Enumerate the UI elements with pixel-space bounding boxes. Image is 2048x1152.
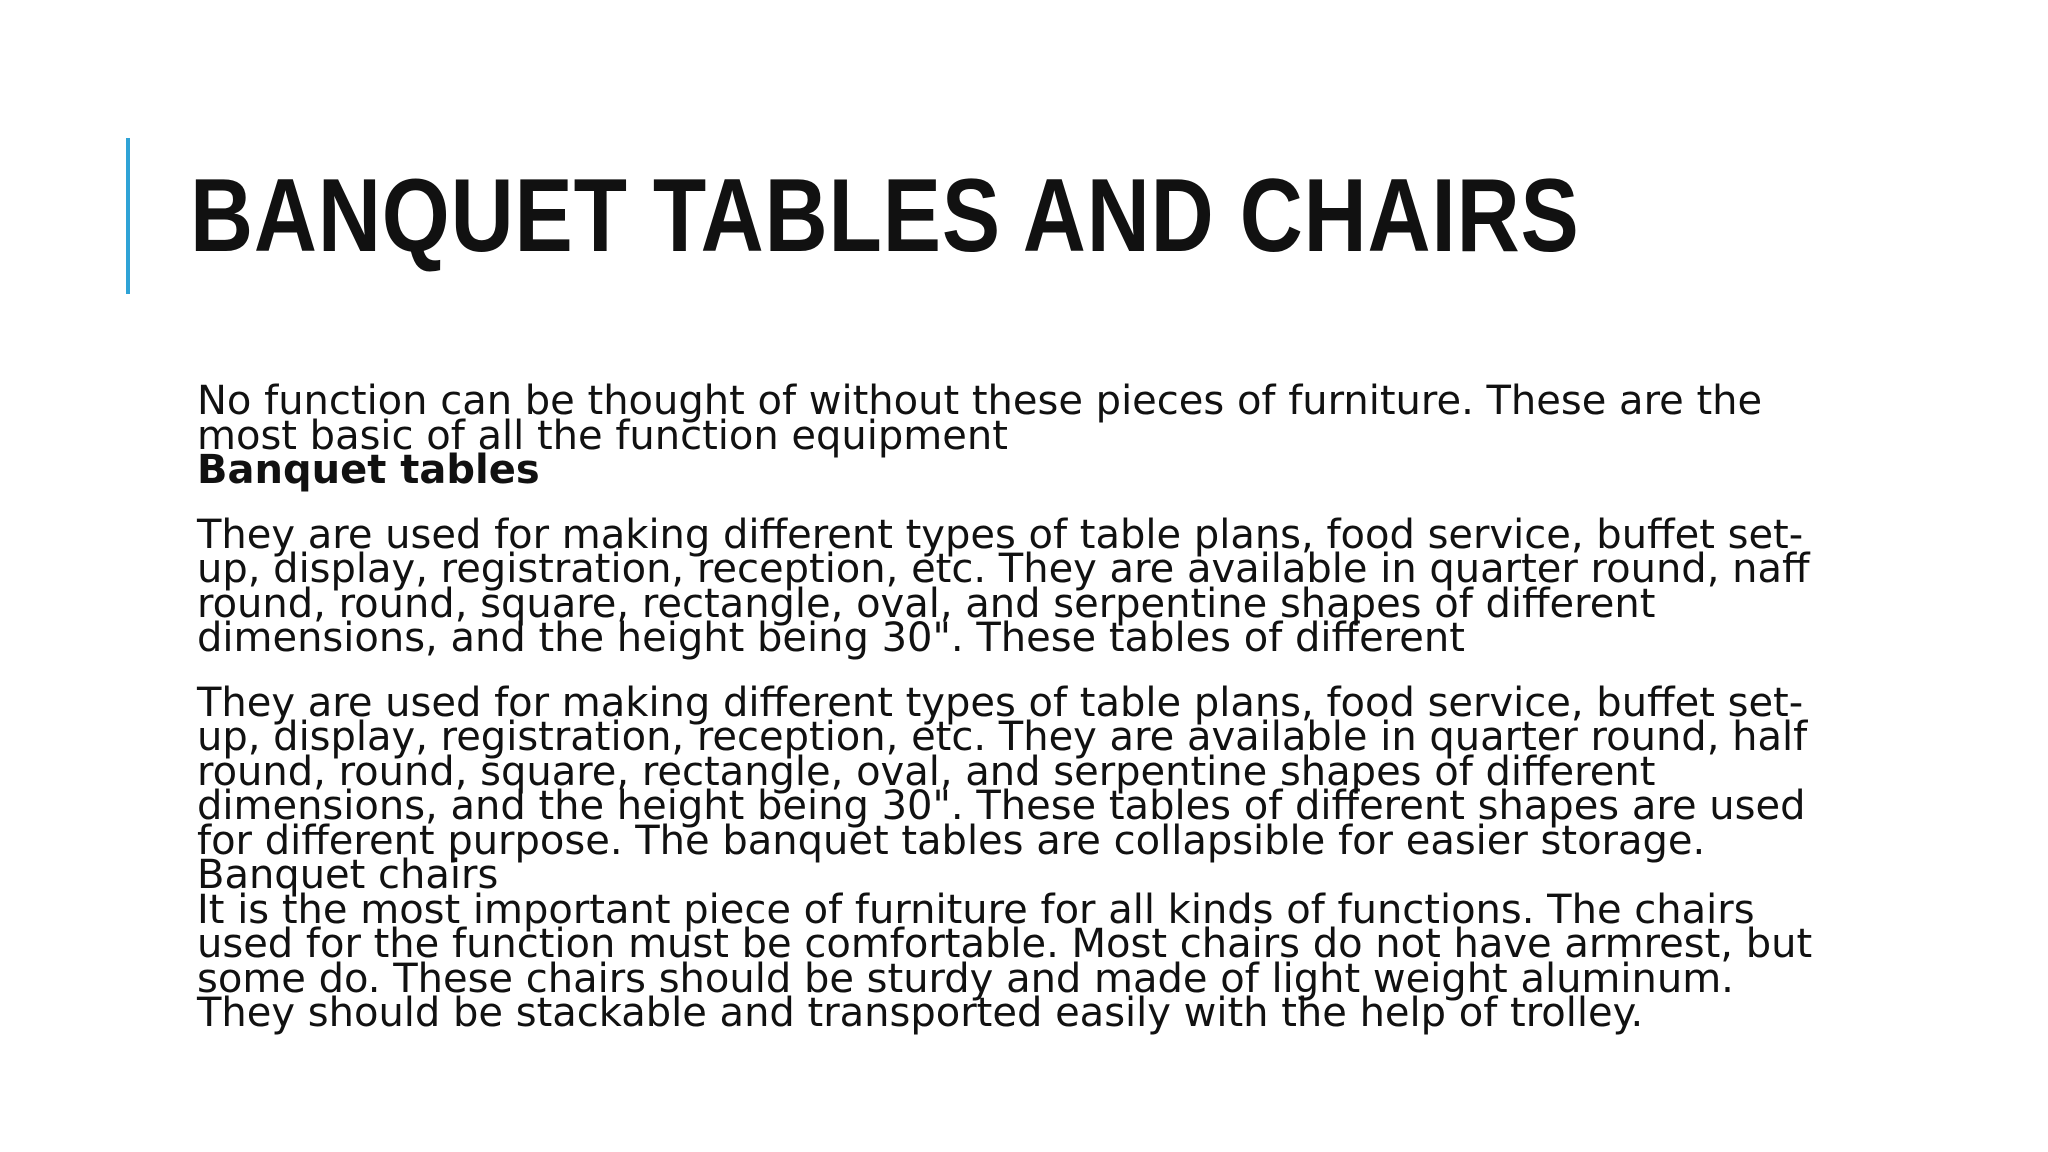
- intro-paragraph: No function can be thought of without these pieces of furniture. These are the most basic of all the function equipment: [197, 378, 1763, 459]
- chairs-paragraph: It is the most important piece of furniture for all kinds of functions. The chairs used for the function must be comfortable. Most chairs do not have armrest, but some do. These chairs should be sturdy and made of light weight aluminum. They should be stackable and transported easily with the help of trolley.: [197, 886, 1813, 1036]
- heading-banquet-chairs: Banquet chairs: [197, 852, 499, 898]
- slide-body: [197, 378, 1817, 1036]
- heading-banquet-tables: Banquet tables: [197, 447, 540, 493]
- title-accent-bar: [126, 138, 130, 294]
- slide-title: BANQUET TABLES AND CHAIRS: [190, 158, 1580, 274]
- tables-paragraph-1: They are used for making different types of table plans, food service, buffet set-up, display, registration, reception, etc. They are available in quarter round, naff round, round, square, rectangle, oval, and serpentine shapes of different dimensions, and the height being 30". These tables of different: [197, 511, 1810, 661]
- tables-paragraph-2: They are used for making different types of table plans, food service, buffet set-up, display, registration, reception, etc. They are available in quarter round, half round, round, square, rectangle, oval, and serpentine shapes of different dimensions, and the height being 30". These tables of different shapes are used for different purpose. The banquet tables are collapsible for easier storage.: [197, 679, 1808, 864]
